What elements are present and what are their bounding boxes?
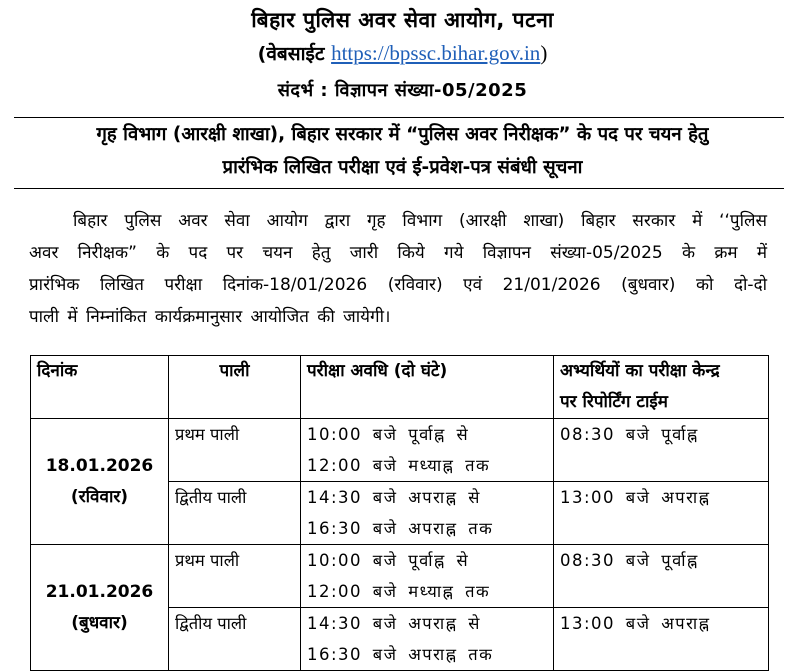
duration-cell: [301, 482, 554, 545]
reporting-cell: 13:00 बजे अपराह्न: [554, 482, 769, 545]
divider-bottom: [14, 188, 784, 189]
subject-line-1: गृह विभाग (आरक्षी शाखा), बिहार सरकार में “पुलिस अवर निरीक्षक” के पद पर चयन हेतु: [96, 124, 709, 145]
date-value: 18.01.2026: [45, 455, 154, 476]
duration-cell: [301, 545, 554, 608]
date-cell: [31, 545, 169, 671]
advertisement-reference: संदर्भ : विज्ञापन संख्या-05/2025: [277, 80, 528, 101]
header-date: दिनांक: [31, 356, 169, 419]
exam-schedule-table: [30, 355, 769, 671]
shift-cell: द्वितीय पाली: [169, 608, 301, 671]
website-label: (वेबसाईट: [257, 43, 325, 65]
reporting-cell: 13:00 बजे अपराह्न: [554, 608, 769, 671]
reporting-cell: 08:30 बजे पूर्वाह्न: [554, 545, 769, 608]
duration-cell: [301, 419, 554, 482]
header-reporting-time: [554, 356, 769, 419]
date-value: 21.01.2026: [45, 581, 154, 602]
organization-title: बिहार पुलिस अवर सेवा आयोग, पटना: [251, 8, 554, 32]
date-cell: [31, 419, 169, 545]
day-value: (रविवार): [70, 486, 129, 507]
table-header-row: [31, 356, 769, 419]
subject-line-2: प्रारंभिक लिखित परीक्षा एवं ई-प्रवेश-पत्र संबंधी सूचना: [222, 157, 583, 178]
time-to: 12:00 बजे मध्याह्न तक: [307, 582, 491, 601]
paragraph-line: बिहार पुलिस अवर सेवा आयोग द्वारा गृह विभाग (आरक्षी शाखा) बिहार सरकार में ‘‘पुलिस: [73, 211, 767, 231]
time-from: 14:30 बजे अपराह्न से: [307, 488, 481, 507]
shift-cell: द्वितीय पाली: [169, 482, 301, 545]
time-from: 10:00 बजे पूर्वाह्न से: [307, 551, 470, 570]
table-row: [31, 545, 769, 608]
time-to: 16:30 बजे अपराह्न तक: [307, 645, 494, 664]
day-value: (बुधवार): [71, 612, 128, 633]
header-duration: परीक्षा अवधि (दो घंटे): [301, 356, 554, 419]
paragraph-line: अवर निरीक्षक” के पद पर चयन हेतु जारी किये गये विज्ञापन संख्या-05/2025 के क्रम में: [29, 243, 767, 263]
shift-cell: प्रथम पाली: [169, 545, 301, 608]
table-row: [31, 419, 769, 482]
notice-paragraph: [29, 205, 767, 333]
header-reporting-line-2: पर रिपोर्टिंग टाईम: [560, 392, 668, 412]
divider-top: [14, 117, 784, 118]
time-to: 12:00 बजे मध्याह्न तक: [307, 456, 491, 475]
paragraph-line: पाली में निम्नांकित कार्यक्रमानुसार आयोजित की जायेगी।: [29, 307, 391, 327]
duration-cell: [301, 608, 554, 671]
time-to: 16:30 बजे अपराह्न तक: [307, 519, 494, 538]
time-from: 10:00 बजे पूर्वाह्न से: [307, 425, 470, 444]
shift-cell: प्रथम पाली: [169, 419, 301, 482]
website-line: [0, 40, 805, 66]
website-link[interactable]: https://bpssc.bihar.gov.in: [331, 41, 541, 65]
time-from: 14:30 बजे अपराह्न से: [307, 614, 481, 633]
header-shift: पाली: [169, 356, 301, 419]
paragraph-line: प्रारंभिक लिखित परीक्षा दिनांक-18/01/2026 (रविवार) एवं 21/01/2026 (बुधवार) को दो-दो: [29, 275, 767, 295]
header-reporting-line-1: अभ्यर्थियों का परीक्षा केन्द्र: [560, 361, 720, 381]
reporting-cell: 08:30 बजे पूर्वाह्न: [554, 419, 769, 482]
website-close-paren: ): [540, 41, 548, 65]
